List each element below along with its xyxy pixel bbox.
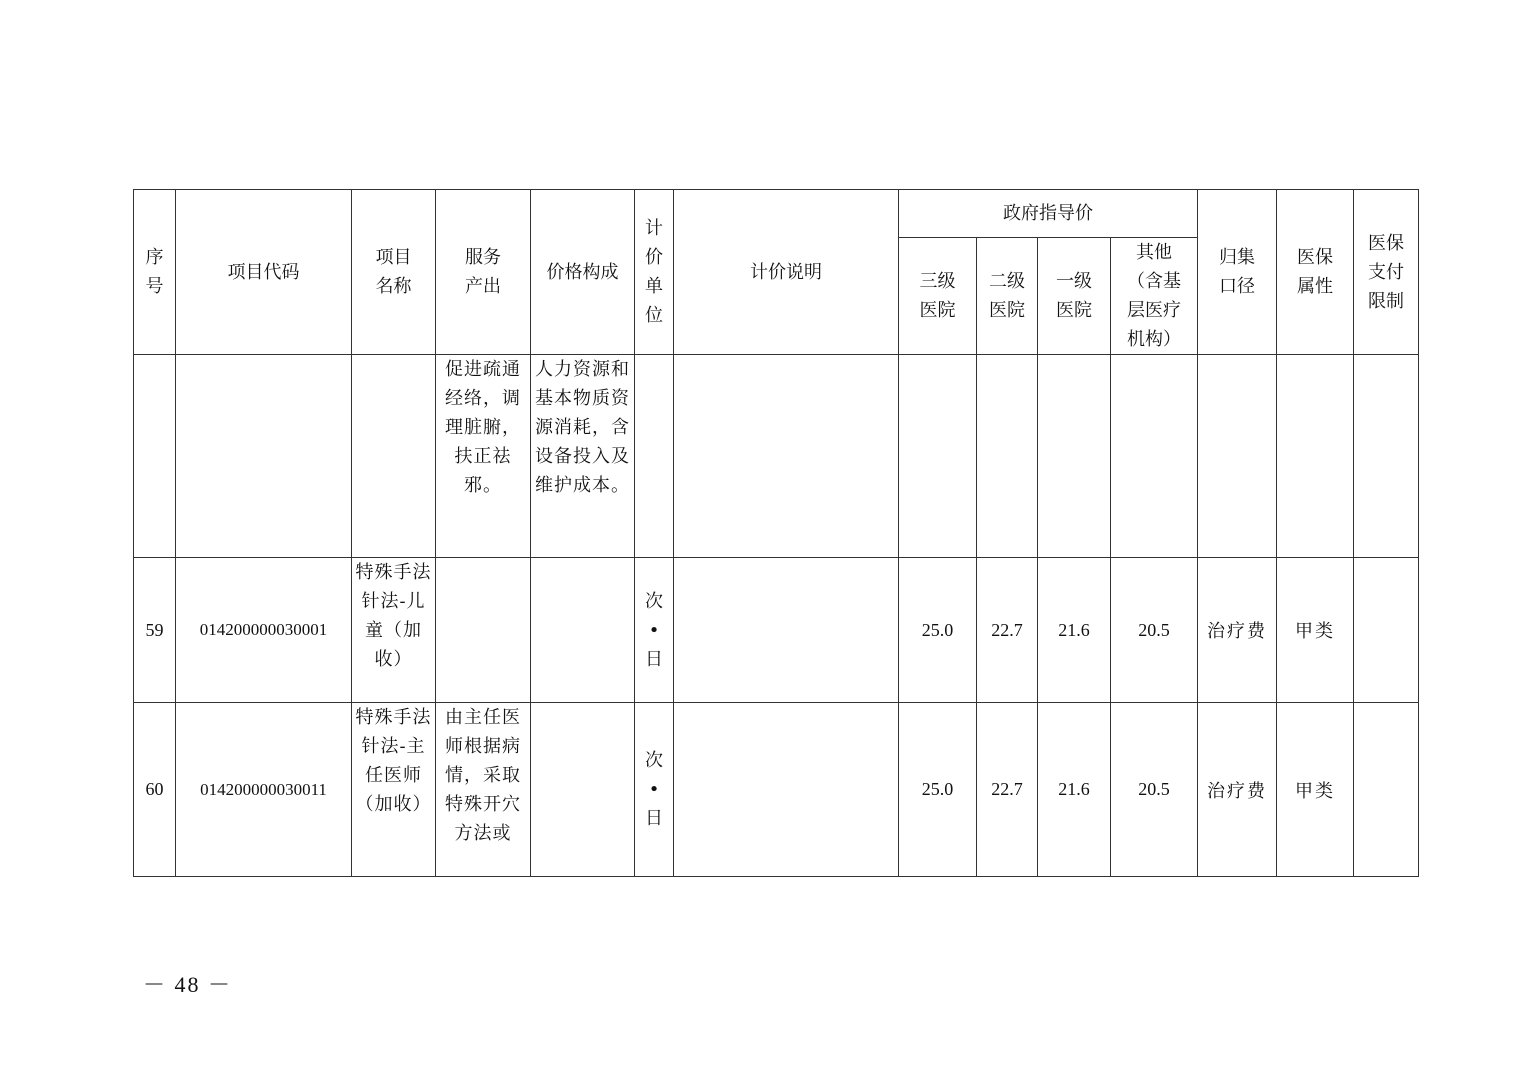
cell-composition: 人力资源和基本物质资源消耗，含设备投入及维护成本。 (531, 355, 635, 558)
page-number: － 48 － (143, 972, 233, 997)
cell-name: 特殊手法针法-儿童（加收） (352, 558, 436, 703)
price-table (133, 189, 1419, 877)
cell-restriction (1354, 703, 1419, 877)
header-tier2: 二级医院 (977, 238, 1038, 355)
cell-insurance: 甲类 (1277, 703, 1354, 877)
header-tier3: 三级医院 (899, 238, 977, 355)
cell-unit: 次•日 (635, 703, 674, 877)
header-other: 其他（含基层医疗机构） (1111, 238, 1198, 355)
cell-name (352, 355, 436, 558)
cell-output: 促进疏通经络，调理脏腑，扶正祛邪。 (436, 355, 531, 558)
header-tier1: 一级医院 (1038, 238, 1111, 355)
cell-code: 014200000030011 (176, 703, 352, 877)
cell-tier1: 21.6 (1038, 703, 1111, 877)
cell-tier2 (977, 355, 1038, 558)
cell-pricing-note (674, 703, 899, 877)
cell-pricing-note (674, 558, 899, 703)
cell-category: 治疗费 (1198, 558, 1277, 703)
header-name: 项目名称 (352, 190, 436, 355)
cell-tier2: 22.7 (977, 558, 1038, 703)
cell-restriction (1354, 355, 1419, 558)
cell-tier3 (899, 355, 977, 558)
cell-insurance: 甲类 (1277, 558, 1354, 703)
cell-pricing-note (674, 355, 899, 558)
cell-seq (134, 355, 176, 558)
cell-tier3: 25.0 (899, 703, 977, 877)
cell-seq: 59 (134, 558, 176, 703)
header-gov-price: 政府指导价 (899, 190, 1198, 238)
cell-tier3: 25.0 (899, 558, 977, 703)
table-row (134, 558, 1419, 703)
cell-output (436, 558, 531, 703)
cell-unit (635, 355, 674, 558)
header-output: 服务产出 (436, 190, 531, 355)
cell-other (1111, 355, 1198, 558)
header-row-1 (134, 190, 1419, 238)
header-insurance: 医保属性 (1277, 190, 1354, 355)
cell-unit: 次•日 (635, 558, 674, 703)
header-restriction: 医保支付限制 (1354, 190, 1419, 355)
header-code: 项目代码 (176, 190, 352, 355)
cell-name: 特殊手法针法-主任医师（加收） (352, 703, 436, 877)
cell-tier1 (1038, 355, 1111, 558)
cell-output: 由主任医师根据病情，采取特殊开穴方法或 (436, 703, 531, 877)
cell-composition (531, 703, 635, 877)
cell-category (1198, 355, 1277, 558)
header-seq: 序号 (134, 190, 176, 355)
cell-insurance (1277, 355, 1354, 558)
cell-restriction (1354, 558, 1419, 703)
cell-code: 014200000030001 (176, 558, 352, 703)
header-unit: 计价单位 (635, 190, 674, 355)
cell-seq: 60 (134, 703, 176, 877)
table-row (134, 703, 1419, 877)
cell-other: 20.5 (1111, 703, 1198, 877)
cell-code (176, 355, 352, 558)
cell-tier1: 21.6 (1038, 558, 1111, 703)
cell-composition (531, 558, 635, 703)
cell-other: 20.5 (1111, 558, 1198, 703)
header-composition: 价格构成 (531, 190, 635, 355)
header-pricing-note: 计价说明 (674, 190, 899, 355)
cell-category: 治疗费 (1198, 703, 1277, 877)
cell-tier2: 22.7 (977, 703, 1038, 877)
header-category: 归集口径 (1198, 190, 1277, 355)
table-row (134, 355, 1419, 558)
